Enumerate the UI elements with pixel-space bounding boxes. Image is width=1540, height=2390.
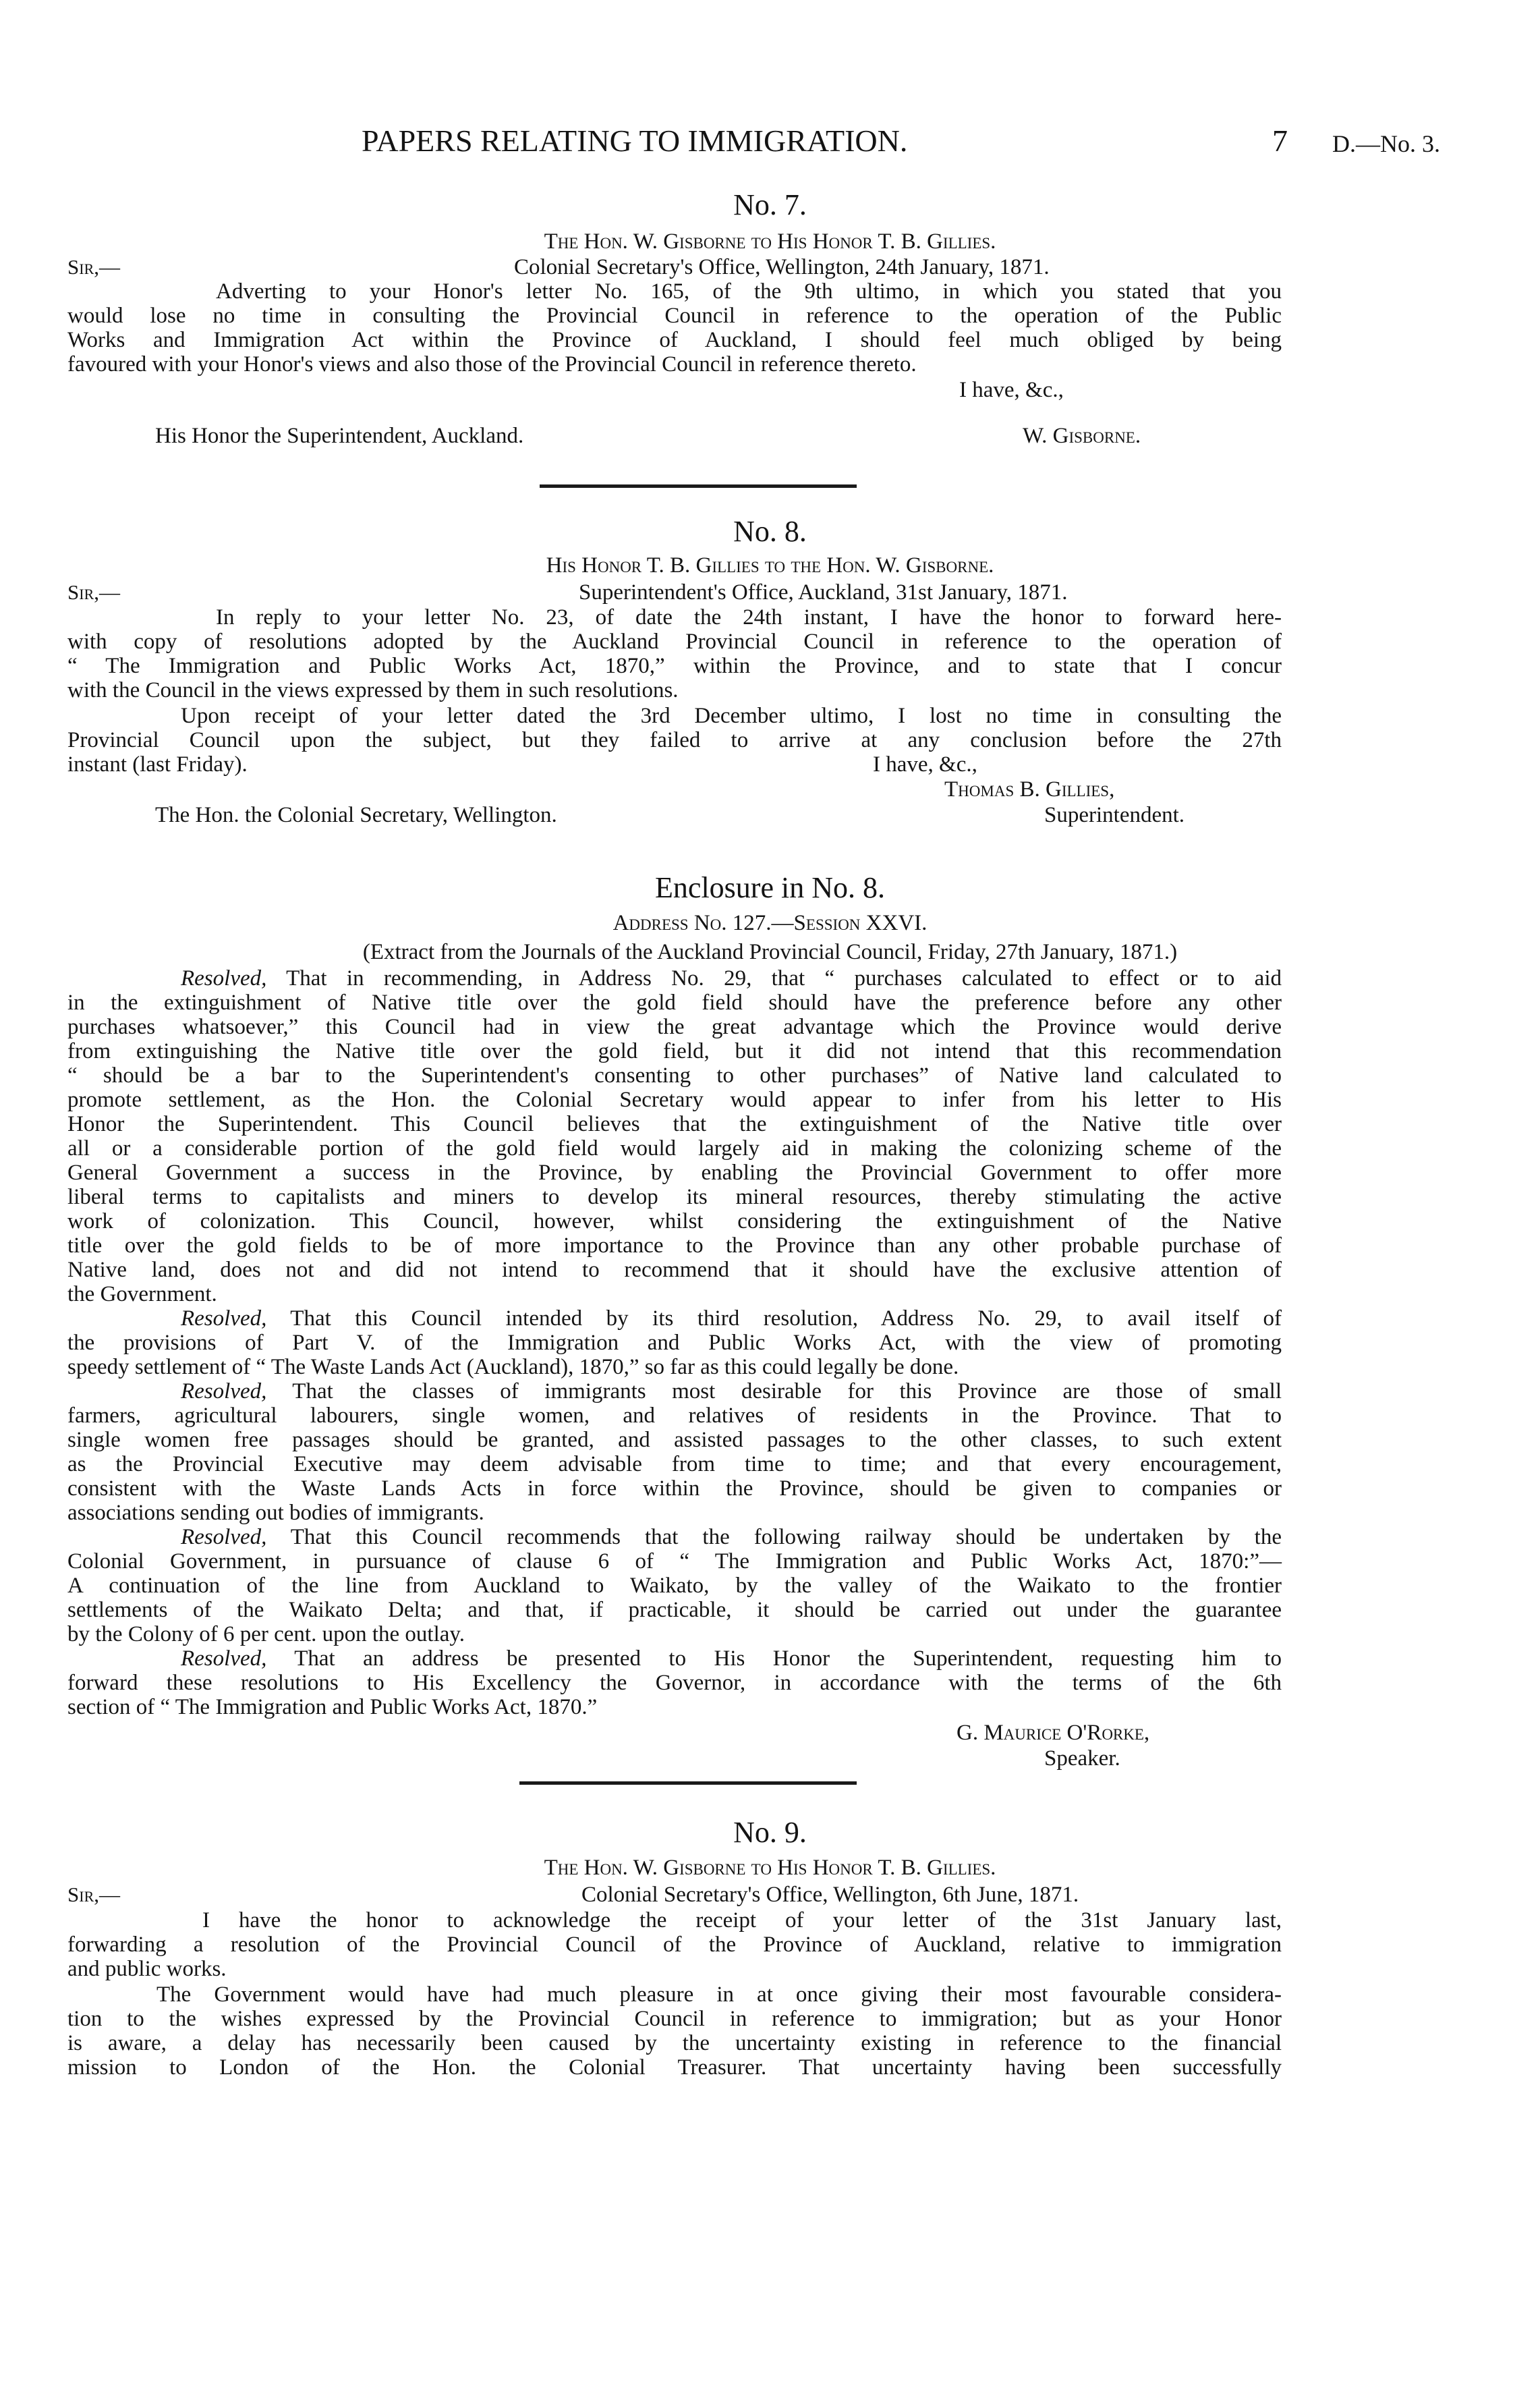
text-line: “ should be a bar to the Superintendent's consenting to other purchases” of Native land calculated to	[67, 1063, 1282, 1088]
text-line: as the Provincial Executive may deem advisable from time to time; and that every encouragement,	[67, 1452, 1282, 1476]
text-line: instant (last Friday).	[67, 752, 248, 777]
no7-signature: W. Gisborne.	[1023, 424, 1141, 448]
no7-heading: No. 7.	[733, 188, 807, 221]
text-line: in the extinguishment of Native title over the gold field should have the preference before any other	[67, 991, 1282, 1015]
resolution-text: That this Council intended by its third resolution, Address No. 29, to avail itself of	[290, 1306, 1282, 1331]
text-line	[181, 1646, 1282, 1671]
text-line: A continuation of the line from Auckland to Waikato, by the valley of the Waikato to the frontier	[67, 1574, 1282, 1598]
section-divider	[519, 1781, 857, 1785]
resolved-label: Resolved,	[181, 1306, 267, 1331]
text-line: Honor the Superintendent. This Council believes that the extinguishment of the Native title over	[67, 1112, 1282, 1136]
resolution-text: That in recommending, in Address No. 29, that “ purchases calculated to effect or to aid	[286, 966, 1282, 991]
no8-dateline: Superintendent's Office, Auckland, 31st January, 1871.	[579, 580, 1068, 605]
resolved-label: Resolved,	[181, 966, 267, 991]
text-line: promote settlement, as the Hon. the Colonial Secretary would appear to infer from his letter to His	[67, 1088, 1282, 1112]
text-line: with copy of resolutions adopted by the Auckland Provincial Council in reference to the operation of	[67, 630, 1282, 654]
text-line: mission to London of the Hon. the Colonial Treasurer. That uncertainty having been successfully	[67, 2055, 1282, 2080]
text-line: purchases whatsoever,” this Council had in view the great advantage which the Province would derive	[67, 1015, 1282, 1039]
text-line	[181, 1306, 1282, 1331]
text-line: Provincial Council upon the subject, but they failed to arrive at any conclusion before the 27th	[67, 728, 1282, 752]
text-line: favoured with your Honor's views and also those of the Provincial Council in reference thereto.	[67, 352, 917, 377]
text-line: I have the honor to acknowledge the receipt of your letter of the 31st January last,	[202, 1908, 1282, 1933]
text-line: liberal terms to capitalists and miners to develop its mineral resources, thereby stimulating the active	[67, 1185, 1282, 1209]
enclosure-signature: G. Maurice O'Rorke,	[957, 1721, 1150, 1745]
text-line	[181, 1525, 1282, 1550]
resolution-text: That this Council recommends that the following railway should be undertaken by the	[290, 1525, 1282, 1549]
no8-addressee: The Hon. the Colonial Secretary, Wellington.	[155, 803, 557, 827]
no7-closing: I have, &c.,	[959, 378, 1064, 402]
enclosure-signature-title: Speaker.	[1044, 1746, 1120, 1771]
text-line: forwarding a resolution of the Provincial Council of the Province of Auckland, relative to immigration	[67, 1933, 1282, 1957]
text-line: and public works.	[67, 1957, 227, 1981]
text-line: Colonial Government, in pursuance of clause 6 of “ The Immigration and Public Works Act, 1870:”—	[67, 1549, 1282, 1574]
no8-signature: Thomas B. Gillies,	[944, 777, 1115, 802]
no7-salutation: Sir,—	[67, 255, 120, 279]
no8-closing: I have, &c.,	[873, 752, 977, 777]
text-line: In reply to your letter No. 23, of date the 24th instant, I have the honor to forward here-	[216, 605, 1282, 630]
text-line: is aware, a delay has necessarily been caused by the uncertainty existing in reference to the financial	[67, 2031, 1282, 2055]
enclosure-extract-note: (Extract from the Journals of the Auckland Provincial Council, Friday, 27th January, 1871.)	[362, 940, 1178, 964]
no8-from-to: His Honor T. B. Gillies to the Hon. W. Gisborne.	[546, 553, 994, 578]
text-line: settlements of the Waikato Delta; and that, if practicable, it should be carried out under the guarantee	[67, 1598, 1282, 1622]
text-line: by the Colony of 6 per cent. upon the outlay.	[67, 1622, 465, 1646]
enclosure-address-line: Address No. 127.—Session XXVI.	[612, 911, 928, 935]
text-line: section of “ The Immigration and Public Works Act, 1870.”	[67, 1695, 598, 1719]
text-line: all or a considerable portion of the gold field would largely aid in making the colonizing scheme of the	[67, 1136, 1282, 1161]
enclosure-heading: Enclosure in No. 8.	[655, 871, 885, 904]
text-line: the provisions of Part V. of the Immigration and Public Works Act, with the view of promoting	[67, 1331, 1282, 1355]
section-divider	[540, 484, 857, 488]
text-line: from extinguishing the Native title over the gold field, but it did not intend that this recommendation	[67, 1039, 1282, 1063]
resolved-label: Resolved,	[181, 1379, 267, 1404]
text-line: Works and Immigration Act within the Province of Auckland, I should feel much obliged by being	[67, 328, 1282, 352]
text-line: with the Council in the views expressed by them in such resolutions.	[67, 678, 679, 702]
resolution-text: That the classes of immigrants most desirable for this Province are those of small	[292, 1379, 1282, 1404]
text-line	[181, 966, 1282, 991]
text-line: “ The Immigration and Public Works Act, 1870,” within the Province, and to state that I concur	[67, 654, 1282, 678]
no7-dateline: Colonial Secretary's Office, Wellington, 24th January, 1871.	[514, 255, 1050, 279]
text-line: tion to the wishes expressed by the Provincial Council in reference to immigration; but as your Honor	[67, 2007, 1282, 2031]
text-line: would lose no time in consulting the Provincial Council in reference to the operation of the Public	[67, 304, 1282, 328]
no9-dateline: Colonial Secretary's Office, Wellington, 6th June, 1871.	[581, 1883, 1079, 1907]
text-line: associations sending out bodies of immigrants.	[67, 1501, 484, 1525]
text-line: single women free passages should be granted, and assisted passages to the other classes, to such extent	[67, 1428, 1282, 1452]
text-line	[181, 1379, 1282, 1404]
text-line: General Government a success in the Province, by enabling the Provincial Government to offer more	[67, 1161, 1282, 1185]
text-line: Native land, does not and did not intend to recommend that it should have the exclusive attention of	[67, 1258, 1282, 1282]
text-line: Upon receipt of your letter dated the 3rd December ultimo, I lost no time in consulting the	[181, 704, 1282, 728]
no8-salutation: Sir,—	[67, 580, 120, 604]
resolution-text: That an address be presented to His Honor the Superintendent, requesting him to	[294, 1646, 1282, 1671]
running-title: PAPERS RELATING TO IMMIGRATION.	[362, 123, 908, 158]
no7-from-to: The Hon. W. Gisborne to His Honor T. B. Gillies.	[544, 229, 996, 254]
no7-addressee: His Honor the Superintendent, Auckland.	[155, 424, 524, 448]
no8-signature-title: Superintendent.	[1044, 803, 1185, 827]
text-line: consistent with the Waste Lands Acts in force within the Province, should be given to companies or	[67, 1476, 1282, 1501]
resolved-label: Resolved,	[181, 1646, 267, 1671]
resolved-label: Resolved,	[181, 1525, 267, 1549]
text-line: The Government would have had much pleasure in at once giving their most favourable considera-	[156, 1982, 1282, 2007]
text-line: work of colonization. This Council, however, whilst considering the extinguishment of the Native	[67, 1209, 1282, 1233]
no9-salutation: Sir,—	[67, 1883, 120, 1906]
paper-reference: D.—No. 3.	[1332, 130, 1440, 157]
text-line: forward these resolutions to His Excellency the Governor, in accordance with the terms of the 6th	[67, 1671, 1282, 1695]
no9-heading: No. 9.	[733, 1816, 807, 1849]
text-line: the Government.	[67, 1282, 217, 1306]
text-line: speedy settlement of “ The Waste Lands Act (Auckland), 1870,” so far as this could legally be done.	[67, 1355, 959, 1379]
page-number: 7	[1272, 123, 1288, 158]
no9-from-to: The Hon. W. Gisborne to His Honor T. B. Gillies.	[544, 1856, 996, 1880]
text-line: title over the gold fields to be of more importance to the Province than any other probable purchase of	[67, 1233, 1282, 1258]
text-line: Adverting to your Honor's letter No. 165, of the 9th ultimo, in which you stated that you	[216, 279, 1282, 304]
text-line: farmers, agricultural labourers, single women, and relatives of residents in the Province. That to	[67, 1404, 1282, 1428]
no8-heading: No. 8.	[733, 515, 807, 548]
